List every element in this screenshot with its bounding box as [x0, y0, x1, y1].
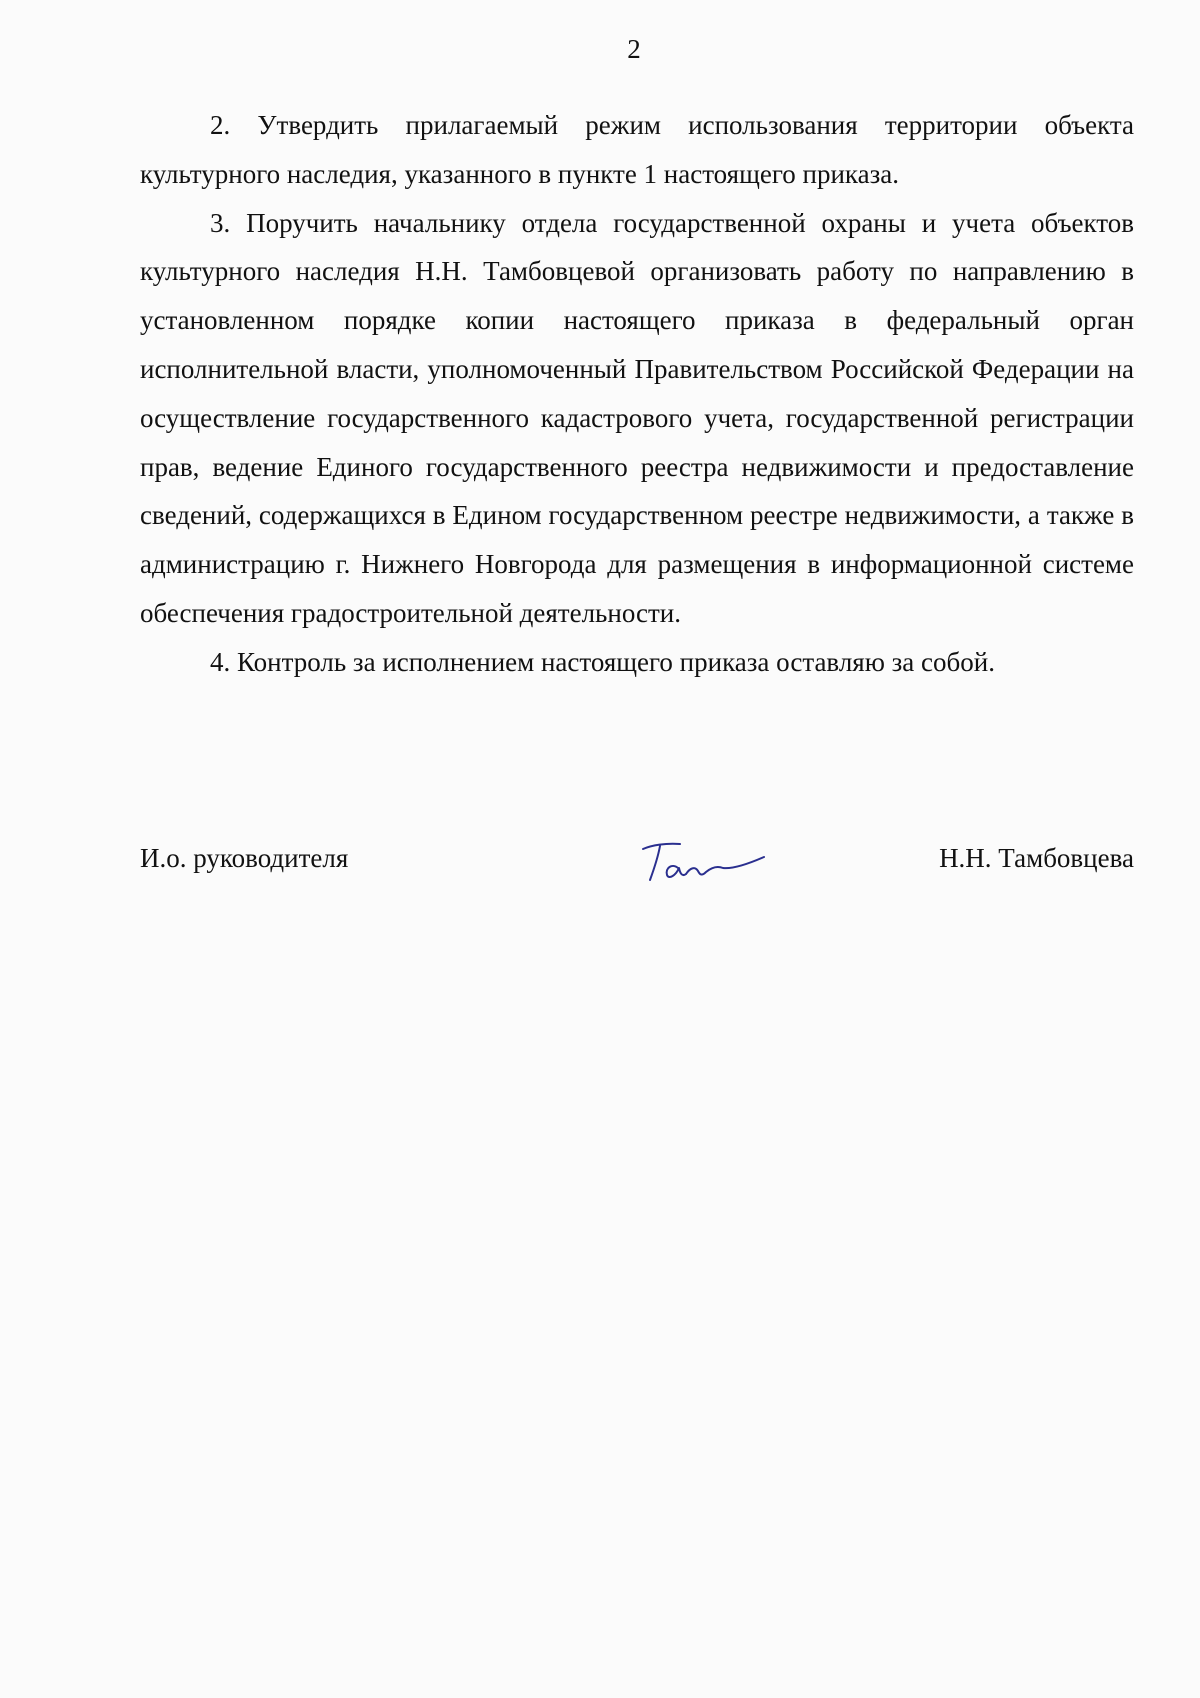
paragraph-3: 3. Поручить начальнику отдела государственной охраны и учета объектов культурного наследия Н.Н. Тамбовцевой организовать работу по направлению в установленном порядке копии настоящего приказа в федеральный орган исполнительной власти, уполномоченный Правительством Российской Федерации на осуществление государственного кадастрового учета, государственной регистрации прав, ведение Единого государственного реестра недвижимости и предоставление сведений, содержащихся в Едином государственном реестре недвижимости, а также в администрацию г. Нижнего Новгорода для размещения в информационной системе обеспечения градостроительной деятельности. — [140, 207, 1134, 628]
paragraph-2: 2. Утвердить прилагаемый режим использования территории объекта культурного наследия, указанного в пункте 1 настоящего приказа. — [140, 110, 1134, 189]
signature-block — [140, 840, 1134, 900]
signatory-position: И.о. руководителя — [140, 843, 349, 873]
document-body — [140, 101, 1134, 687]
page-number: 2 — [627, 34, 641, 64]
handwritten-signature — [640, 835, 770, 890]
paragraph-4: 4. Контроль за исполнением настоящего приказа оставляю за собой. — [210, 646, 995, 677]
signatory-name: Н.Н. Тамбовцева — [939, 843, 1134, 873]
